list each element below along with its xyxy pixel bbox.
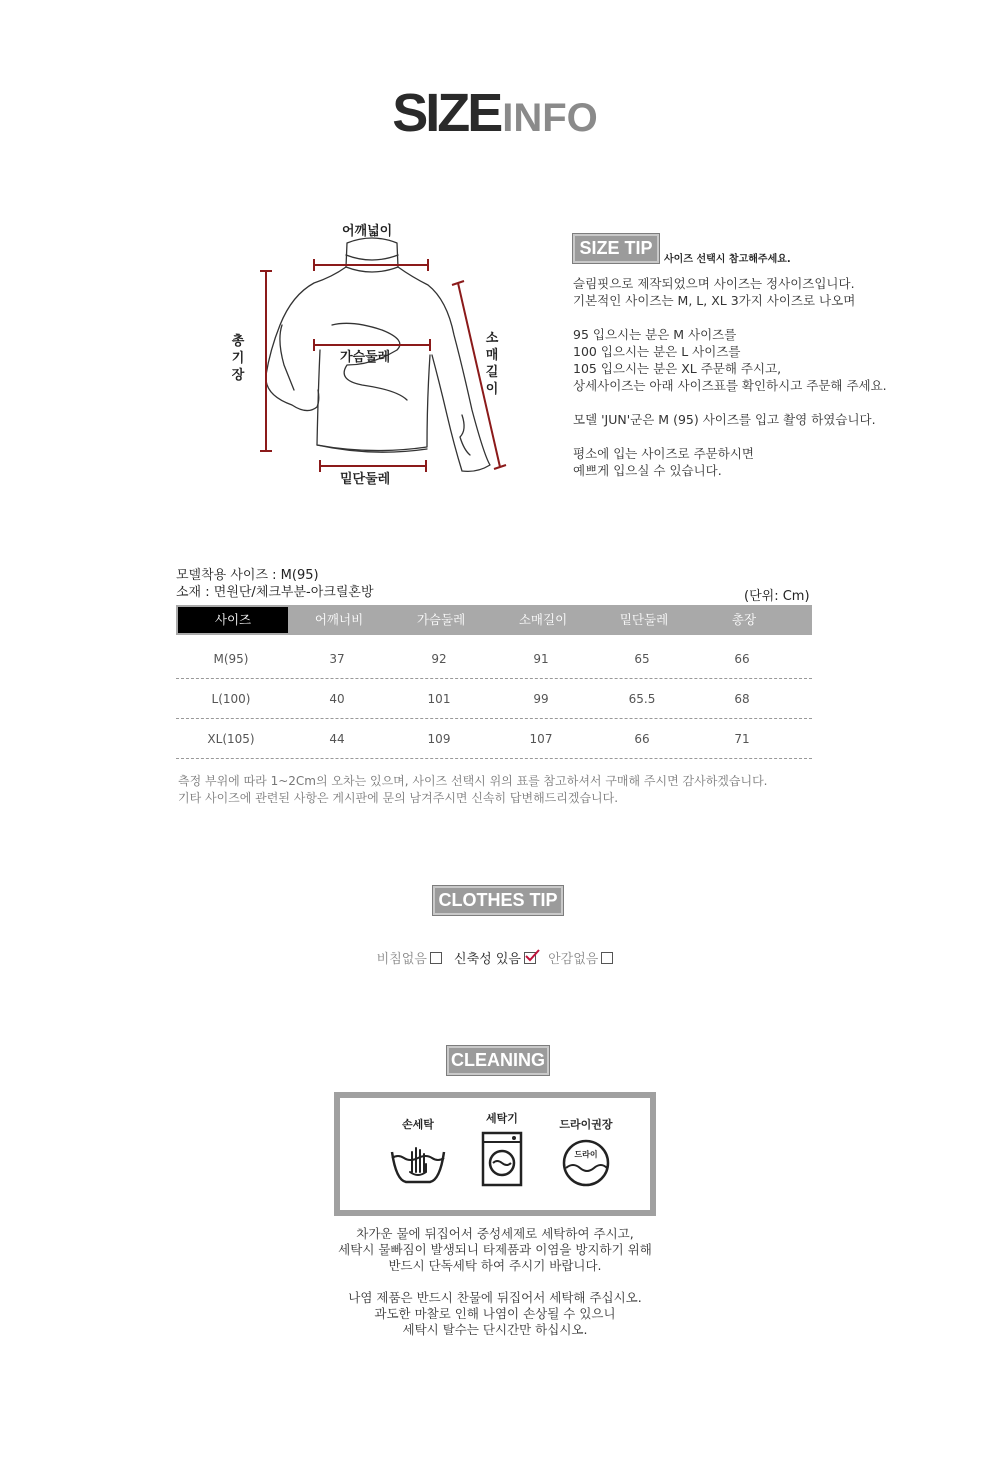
cleaning-box xyxy=(334,1092,656,1216)
header-sleeve: 소매길이 xyxy=(518,612,568,627)
option-no-lining: 안감없음 xyxy=(548,952,613,967)
option-stretch: 신축성 있음 xyxy=(454,952,536,967)
hand-wash-item: 손세탁 xyxy=(378,1116,458,1192)
clothes-options xyxy=(0,948,990,967)
label-total-length: 총 기 장 xyxy=(231,334,245,383)
title-size: SIZE xyxy=(392,83,501,143)
dry-clean-icon: 드라이 xyxy=(561,1138,611,1188)
clothes-tip-tag: CLOTHES TIP xyxy=(432,885,564,916)
model-size: 모델착용 사이즈 : M(95) xyxy=(176,568,319,583)
option-no-see-through: 비침없음 xyxy=(377,952,442,967)
checkbox-checked-icon xyxy=(524,952,536,964)
title-info: INFO xyxy=(502,96,598,140)
note-line-2: 기타 사이즈에 관련된 사항은 게시판에 문의 남겨주시면 신속히 답변해드리겠습니다. xyxy=(178,791,619,805)
table-row: M(95) 37 92 91 65 66 xyxy=(176,639,812,679)
unit-label: (단위: Cm) xyxy=(744,589,810,604)
table-row: L(100) 40 101 99 65.5 68 xyxy=(176,679,812,719)
header-hem: 밑단둘레 xyxy=(619,612,669,627)
size-tip-tag: SIZE TIP xyxy=(572,233,660,264)
washing-machine-icon xyxy=(480,1130,524,1188)
garment-diagram xyxy=(222,215,512,490)
label-hem: 밑단둘레 xyxy=(340,472,391,487)
size-table xyxy=(176,605,812,759)
table-row: XL(105) 44 109 107 66 71 xyxy=(176,719,812,759)
washing-machine-item: 세탁기 xyxy=(462,1110,542,1192)
table-note xyxy=(178,773,767,807)
hand-wash-icon xyxy=(388,1138,448,1188)
model-info xyxy=(176,567,374,601)
checkbox-empty-icon xyxy=(430,952,442,964)
material: 소재 : 면원단/체크부분-아크릴혼방 xyxy=(176,585,374,600)
label-shoulder: 어깨넓이 xyxy=(342,224,393,239)
cleaning-tag: CLEANING xyxy=(446,1045,550,1076)
label-sleeve-length: 소 매 길 이 xyxy=(485,331,499,397)
header-length: 총장 xyxy=(731,612,757,627)
cleaning-instructions: 차가운 물에 뒤집어서 중성세제로 세탁하여 주시고, 세탁시 물빠짐이 발생되니 타제품과 이염을 방지하기 위해 반드시 단독세탁 하여 주시기 바랍니다. 나염 제품은 반드시 찬물에 뒤집어서 세탁해 주십시오. 과도한 마찰로 인해 나염이 손상될 수 있으니 세탁시 탈수는 단시간만 하십시오. xyxy=(338,1226,652,1337)
page-title xyxy=(0,82,990,144)
note-line-1: 측정 부위에 따라 1~2Cm의 오차는 있으며, 사이즈 선택시 위의 표를 참고하셔서 구매해 주시면 감사하겠습니다. xyxy=(178,774,768,788)
dry-clean-item: 드라이권장 드라이 xyxy=(546,1116,626,1188)
header-chest: 가슴둘레 xyxy=(416,612,466,627)
size-tip-subtitle: 사이즈 선택시 참고해주세요. xyxy=(664,254,791,265)
label-chest: 가슴둘레 xyxy=(340,350,391,365)
header-shoulder: 어깨너비 xyxy=(314,612,364,627)
header-size: 사이즈 xyxy=(178,607,288,633)
size-tip-body: 슬림핏으로 제작되었으며 사이즈는 정사이즈입니다. 기본적인 사이즈는 M, L, XL 3가지 사이즈로 나오며 95 입으시는 분은 M 사이즈를 100 입으시는 분은 L 사이즈를 105 입으시는 분은 XL 주문해 주시고, 상세사이즈는 아래 사이즈표를 확인하시고 주문해 주세요. 모델 'JUN'군은 M (95) 사이즈를 입고 촬영 하였습니다. 평소에 입는 사이즈로 주문하시면 예쁘게 입으실 수 있습니다. xyxy=(573,276,887,478)
checkbox-empty-icon xyxy=(601,952,613,964)
table-header xyxy=(176,605,812,635)
